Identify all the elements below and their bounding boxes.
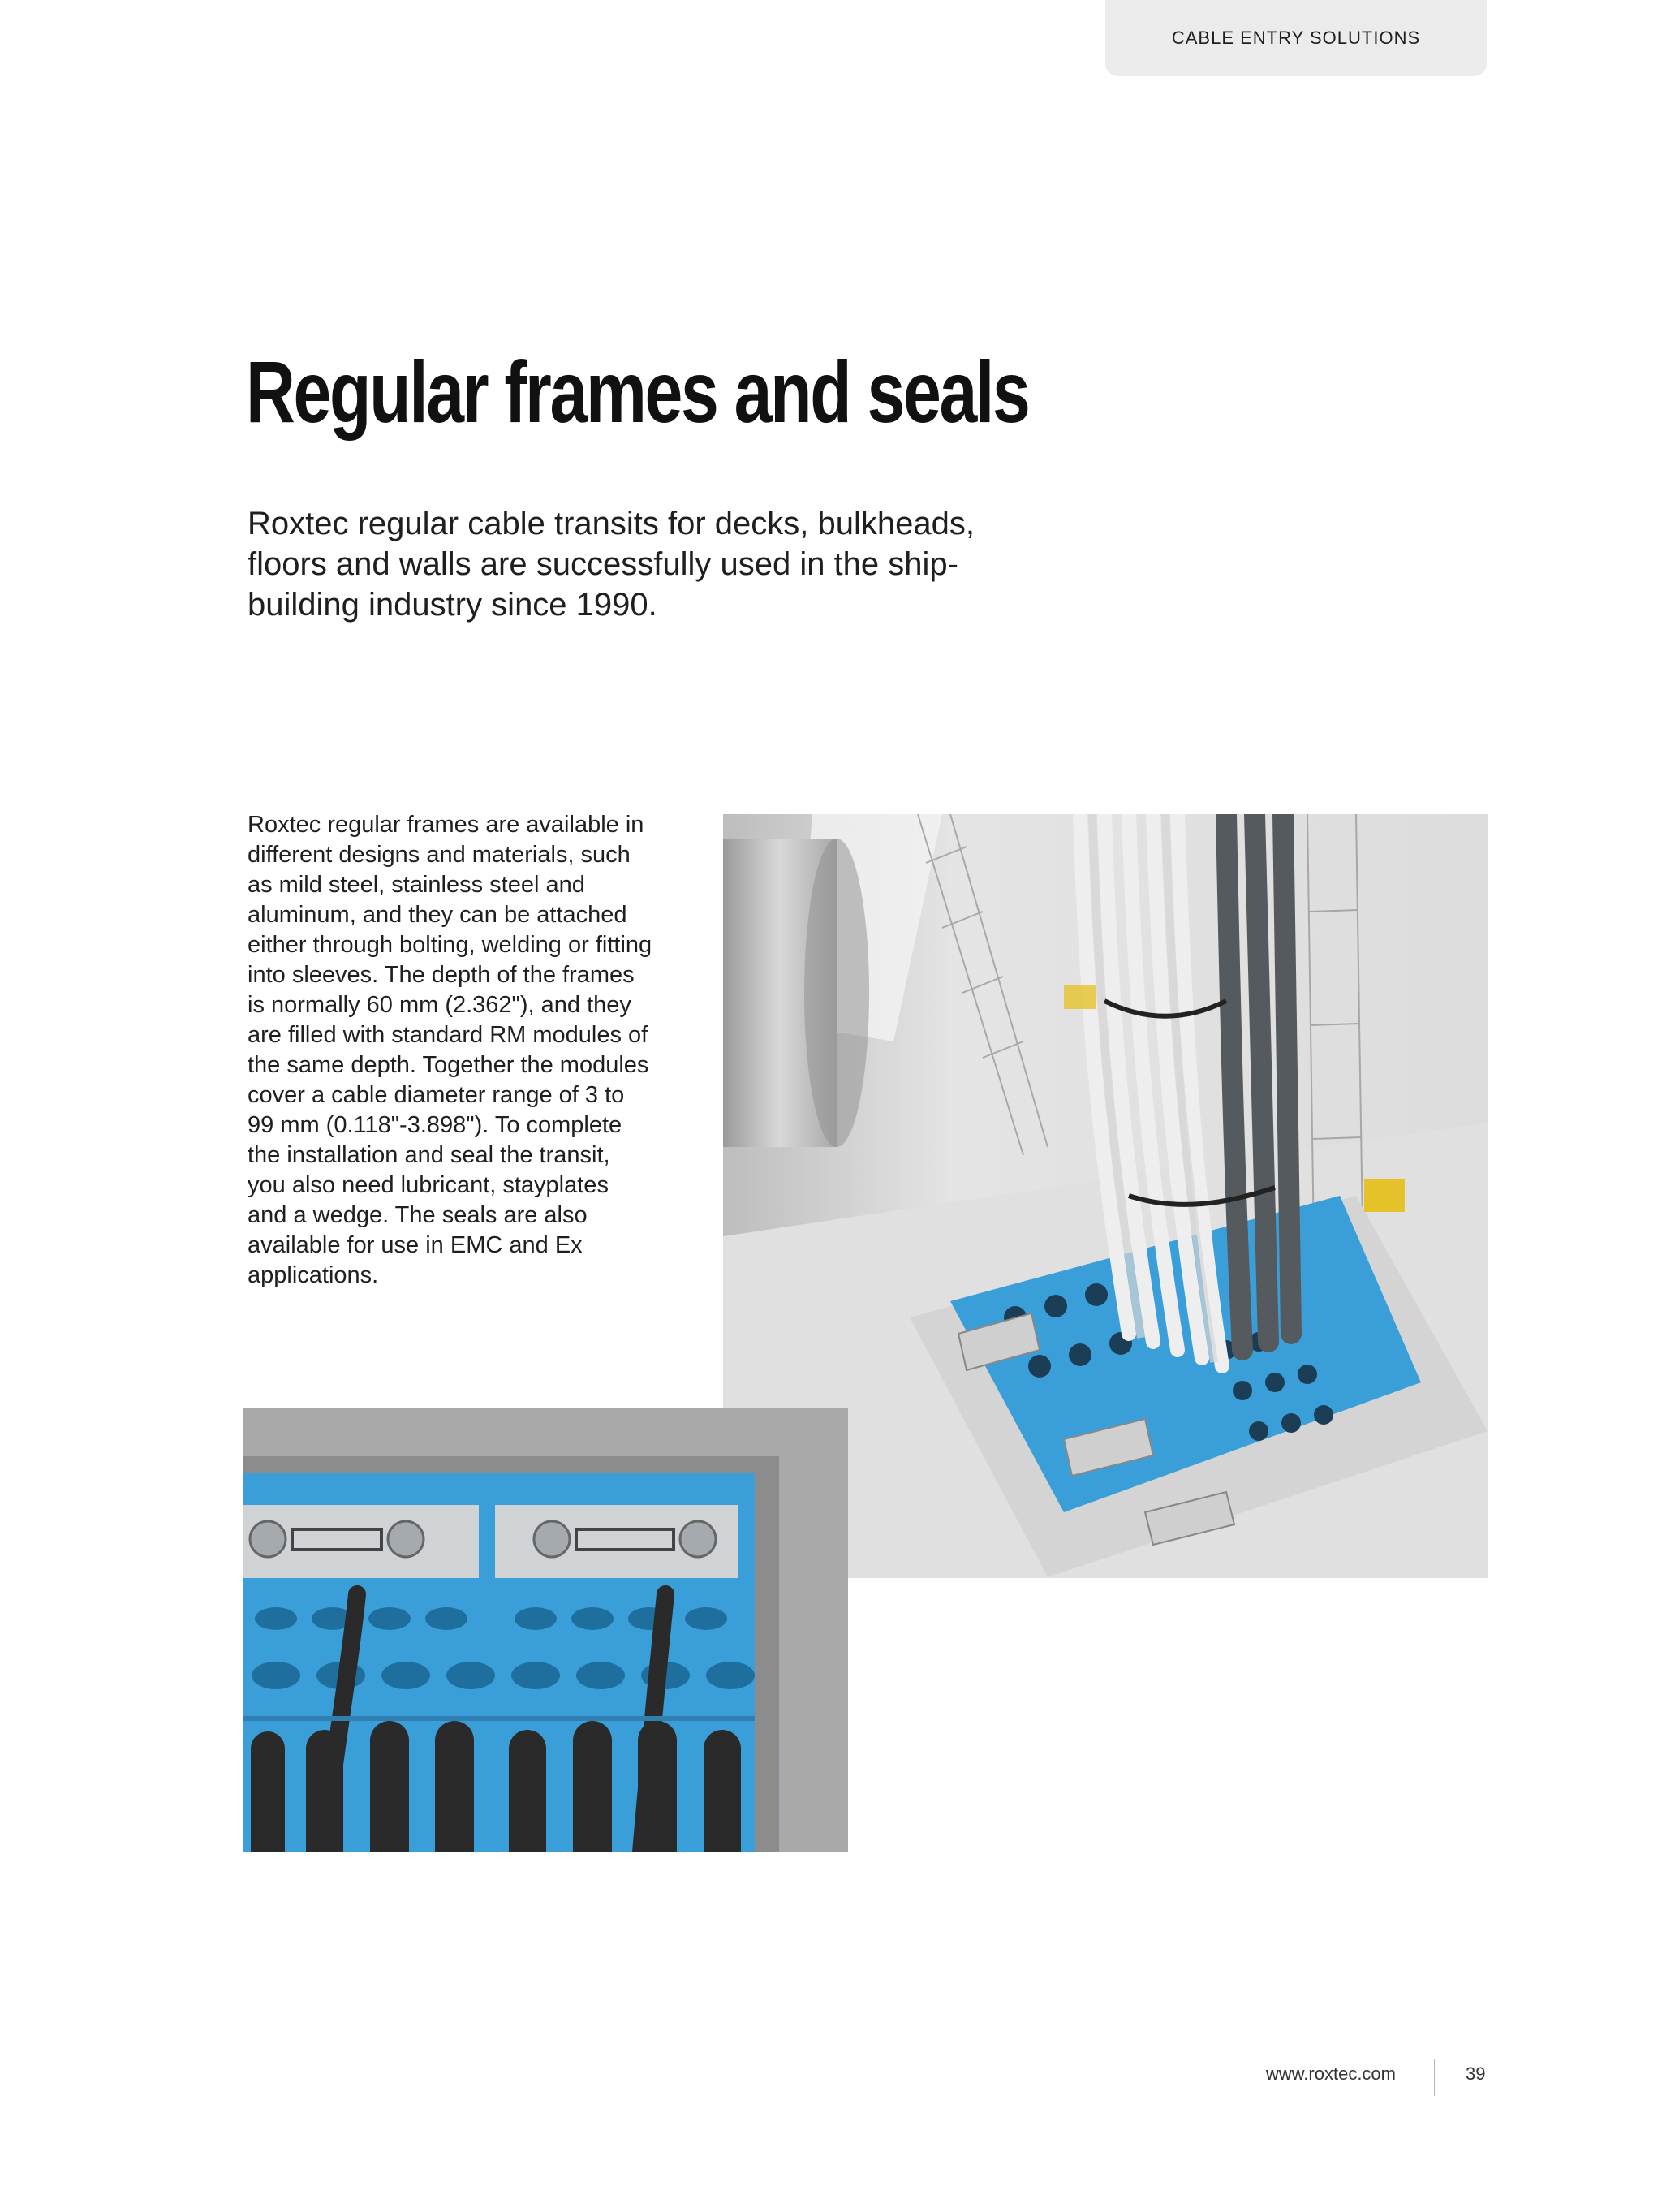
page-number: 39: [1466, 2063, 1486, 2084]
page-title: Regular frames and seals: [246, 343, 1029, 441]
seal-modules-closeup-photo: [243, 1408, 848, 1852]
section-tab: [1105, 0, 1487, 76]
body-paragraph: Roxtec regular frames are available in different designs and materials, such as mild steel, stainless steel and aluminum, and they can be attached either through bolting, welding or fitting into sleeves. The depth of the frames is normally 60 mm (2.362"), and they are filled with standard RM modules of the same depth. Together the modules cover a cable diameter range of 3 to 99 mm (0.118"-3.898"). To complete the installation and seal the transit, you also need lubricant, stayplates and a wedge. The seals are also available for use in EMC and Ex applications.: [248, 812, 652, 1288]
footer-website-url: www.roxtec.com: [1265, 2063, 1396, 2084]
lead-paragraph: Roxtec regular cable transits for decks, bulkheads, floors and walls are successfully used in the ship-building industry since 1990.: [248, 506, 975, 623]
section-tab-label: CABLE ENTRY SOLUTIONS: [1171, 28, 1421, 48]
footer-divider: [1434, 2059, 1435, 2096]
